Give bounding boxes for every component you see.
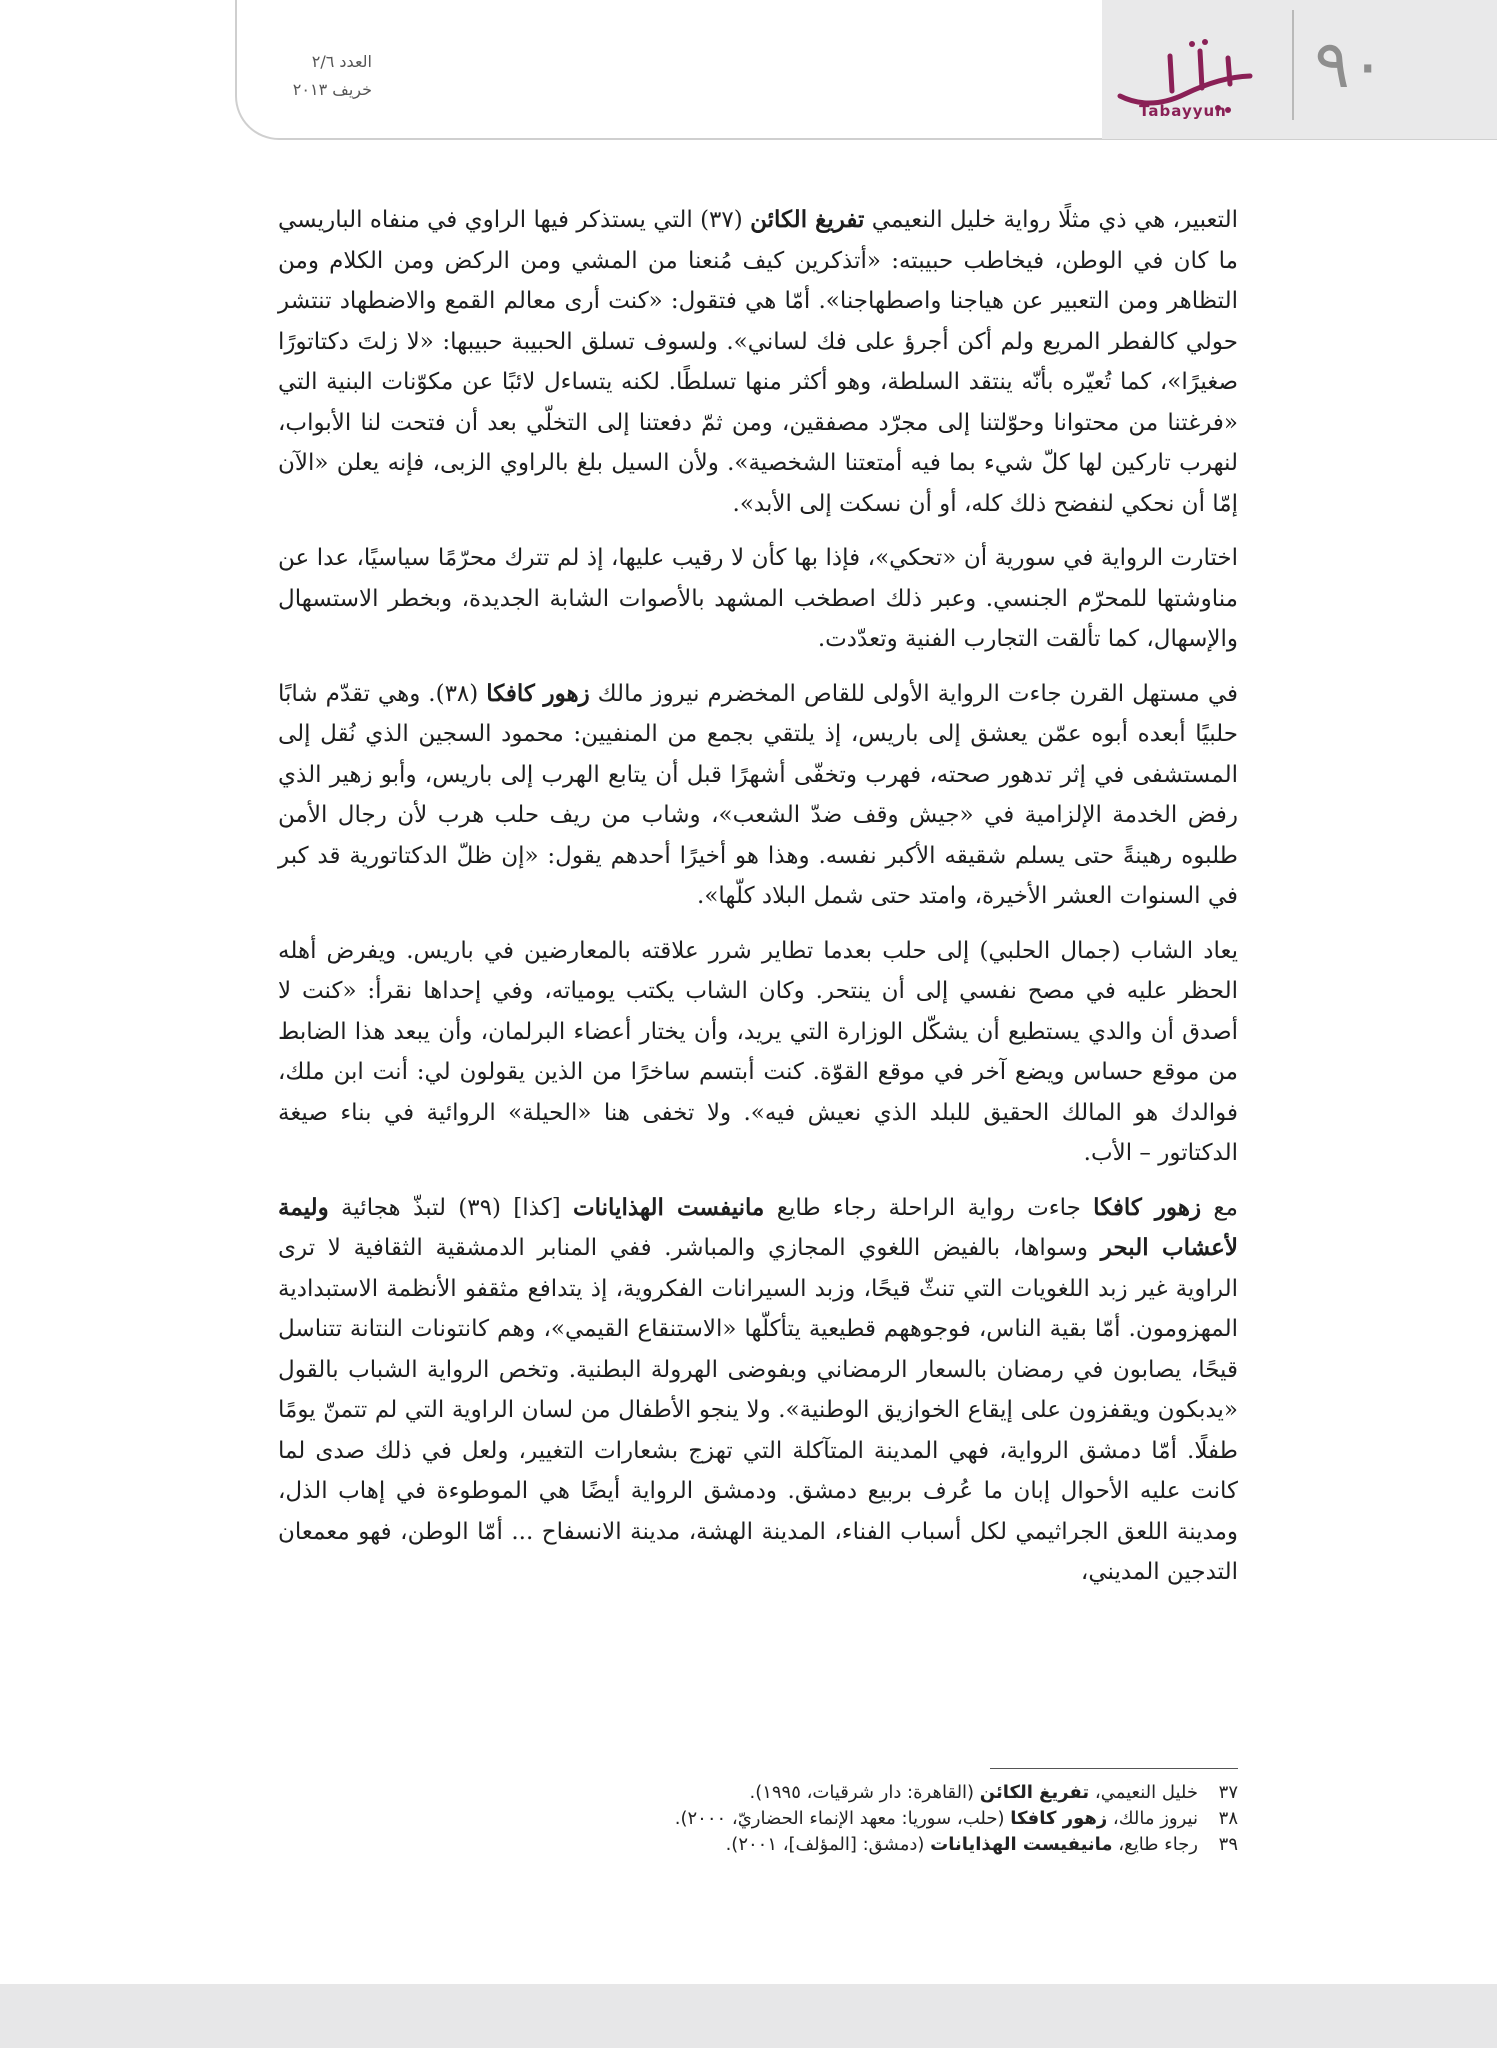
book-title: تفريغ الكائن — [750, 206, 865, 233]
footnote-37 — [600, 1780, 1238, 1806]
footnote-39 — [600, 1832, 1238, 1858]
article-body — [278, 200, 1238, 1607]
page-header — [0, 0, 1497, 140]
footnote-number: ٣٧ — [1218, 1782, 1238, 1803]
paragraph-1: التعبير، هي ذي مثلًا رواية خليل النعيمي تفريغ الكائن (٣٧) التي يستذكر فيها الراوي في منفاه الباريسي ما كان في الوطن، فيخاطب حبيبته: «أتذكرين كيف مُنعنا من المشي ومن الركض ومن الكلام ومن التظاهر ومن التعبير عن هياجنا واصطهاجنا». أمّا هي فتقول: «كنت أرى معالم القمع والاضطهاد تنتشر حولي كالفطر المريع ولم أكن أجرؤ على فك لساني». ولسوف تسلق الحبيبة حبيبها: «لا زلتَ دكتاتورًا صغيرًا»، كما تُعيّره بأنّه ينتقد السلطة، وهو أكثر منها تسلطًا. لكنه يتساءل لائبًا عن مكوّنات البنية التي «فرغتنا من محتوانا وحوّلتنا إلى مجرّد مصفقين، ومن ثمّ دفعتنا إلى التخلّي بعد أن فتحت لنا الأبواب، لنهرب تاركين لها كلّ شيء بما فيه أمتعتنا الشخصية». ولأن السيل بلغ بالراوي الزبى، فإنه يعلن «الآن إمّا أن نحكي لنفضح ذلك كله، أو أن نسكت إلى الأبد». — [278, 206, 1238, 517]
page-number: ٩٠ — [1314, 26, 1386, 103]
book-title: زهور كافكا — [1093, 1193, 1202, 1221]
header-separator — [1292, 10, 1294, 120]
paragraph-5: مع زهور كافكا جاءت رواية الراحلة رجاء طايع مانيفست الهذايانات [كذا] (٣٩) لتبذّ هجائية وليمة لأعشاب البحر وسواها، بالفيض اللغوي المجازي والمباشر. ففي المنابر الدمشقية الثقافية لا ترى الراوية غير زبد اللغويات التي تنثّ قيحًا، وزبد السيرانات الفكروية، إذ يتدافع مثقفو الأنظمة الاستبدادية المهزومون. أمّا بقية الناس، فوجوههم قطيعية يتأكلّها «الاستنقاع القيمي»، وهم كانتونات النتانة تتناسل قيحًا، يصابون في رمضان بالسعار الرمضاني وبفوضى الهرولة البطنية. وتخص الرواية الشباب بالقول «يدبكون ويقفزون على إيقاع الخوازيق الوطنية». ولا ينجو الأطفال من لسان الراوية التي لم تتمنّ يومًا طفلًا. أمّا دمشق الرواية، فهي المدينة المتآكلة التي تهزج بشعارات التغيير، ولعل في ذلك صدى لما كانت عليه الأحوال إبان ما عُرف بربيع دمشق. ودمشق الرواية أيضًا هي الموطوءة في إهاب الذل، ومدينة اللعق الجراثيمي لكل أسباب الفناء، المدينة الهشة، مدينة الانسفاح ... أمّا الوطن، فهو معمعان التدجين المديني، — [278, 1193, 1239, 1585]
paragraph-2: اختارت الرواية في سورية أن «تحكي»، فإذا بها كأن لا رقيب عليها، إذ لم تترك محرّمًا سياسيًا، عدا عن مناوشتها للمحرّم الجنسي. وعبر ذلك اصطخب المشهد بالأصوات الشابة الجديدة، وبخطر الاستسهال والإسهال، كما تألقت التجارب الفنية وتعدّدت. — [278, 545, 1238, 652]
footnote-number: ٣٩ — [1218, 1834, 1238, 1855]
issue-number: العدد ٢/٦ — [311, 52, 372, 71]
footnote-text: خليل النعيمي، تفريغ الكائن (القاهرة: دار شرقيات، ١٩٩٥). — [749, 1782, 1198, 1803]
issue-season: خريف ٢٠١٣ — [292, 80, 372, 99]
paragraph-4: يعاد الشاب (جمال الحلبي) إلى حلب بعدما تطاير شرر علاقته بالمعارضين في باريس. ويفرض أهله الحظر عليه في مصح نفسي إلى أن ينتحر. وكان الشاب يكتب يومياته، وفي إحداها نقرأ: «كنت لا أصدق أن والدي يستطيع أن يشكّل الوزارة التي يريد، وأن يختار أعضاء البرلمان، وأن يبعد هذا الضابط من موقع حساس ويضع آخر في موقع القوّة. كنت أبتسم ساخرًا من الذين يقولون لي: أنت ابن ملك، فوالدك هو المالك الحقيق للبلد الذي نعيش فيه». ولا تخفى هنا «الحيلة» الروائية في بناء صيغة الدكتاتور – الأب. — [278, 937, 1238, 1166]
footnote-text: نيروز مالك، زهور كافكا (حلب، سوريا: معهد الإنماء الحضاريّ، ٢٠٠٠). — [674, 1808, 1198, 1829]
footnote-separator — [990, 1768, 1238, 1769]
page-footer-bar — [0, 1984, 1497, 2048]
book-title: وليمة لأعشاب البحر — [278, 1193, 1239, 1261]
footnote-38 — [600, 1806, 1238, 1832]
book-title: زهور كافكا — [486, 679, 590, 707]
book-title: مانيفست الهذايانات — [573, 1193, 765, 1221]
logo-latin-text: Tabayyun — [1139, 102, 1227, 120]
footnote-number: ٣٨ — [1218, 1808, 1238, 1829]
footnotes — [600, 1780, 1238, 1858]
issue-info — [262, 48, 372, 104]
paragraph-3: في مستهل القرن جاءت الرواية الأولى للقاص المخضرم نيروز مالك زهور كافكا (٣٨). وهي تقدّم شابًا حلبيًا أبعده أبوه عمّن يعشق إلى باريس، إذ يلتقي بجمع من المنفيين: محمود السجين الذي نُقل إلى المستشفى في إثر تدهور صحته، فهرب وتخفّى أشهرًا قبل أن يتابع الهرب إلى باريس، وأبو زهير الذي رفض الخدمة الإلزامية في «جيش وقف ضدّ الشعب»، وشاب من ريف حلب هرب لأن رجال الأمن طلبوه رهينةً حتى يسلم شقيقه الأكبر نفسه. وهذا هو أخيرًا أحدهم يقول: «إن ظلّ الدكتاتورية قد كبر في السنوات العشر الأخيرة، وامتد حتى شمل البلاد كلّها». — [278, 679, 1238, 909]
footnote-text: رجاء طايع، مانيفيست الهذايانات (دمشق: [المؤلف]، ٢٠٠١). — [725, 1834, 1198, 1855]
